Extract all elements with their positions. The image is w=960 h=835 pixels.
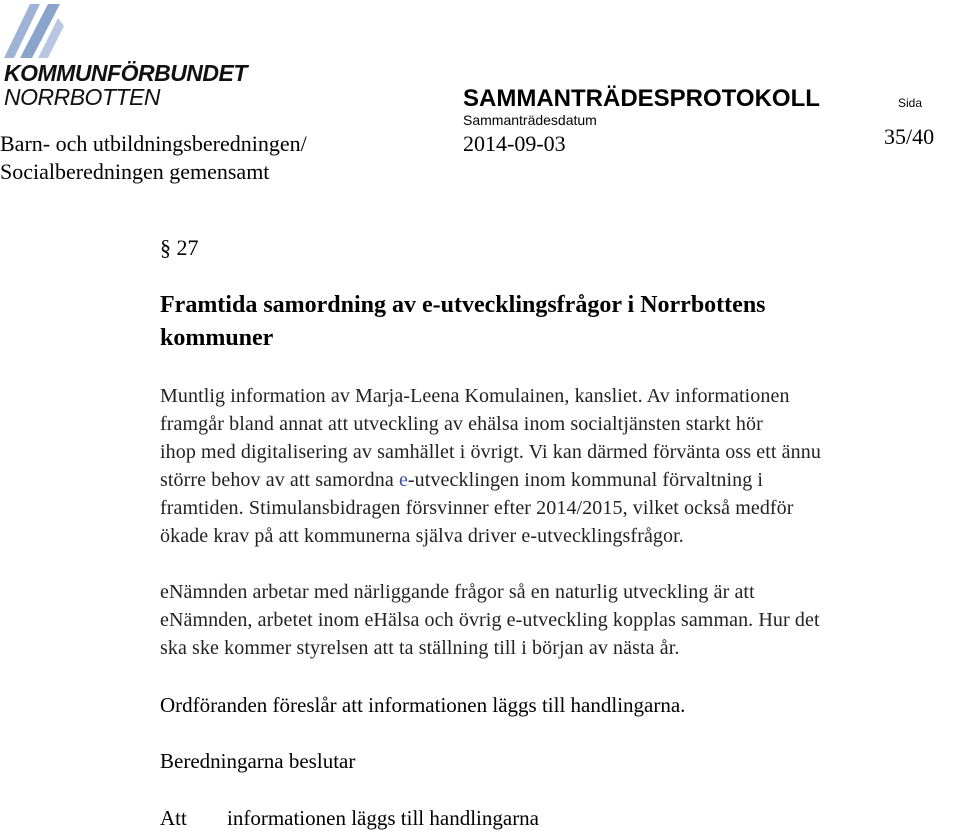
meeting-date-label: Sammanträdesdatum [463,112,597,128]
decision-label: Beredningarna beslutar [160,749,356,773]
paragraph-line: framgår bland annat att utveckling av ehälsa inom socialtjänsten starkt hör [160,413,763,435]
section-heading-line1: Framtida samordning av e-utvecklingsfrågor i Norrbottens [160,292,766,318]
proposal-text: Ordföranden föreslår att informationen läggs till handlingarna. [160,693,686,717]
paragraph-line-mixed [160,469,763,492]
page-number: 35/40 [884,124,935,149]
paragraph-line: ihop med digitalisering av samhället i övrigt. Vi kan därmed förvänta oss ett ännu [160,441,821,463]
organization-line1: Barn- och utbildningsberedningen/ [0,131,307,156]
decision-text: informationen läggs till handlingarna [227,806,540,830]
page-label: Sida [898,96,923,110]
document-title: SAMMANTRÄDESPROTOKOLL [463,85,820,112]
att-label: Att [160,806,187,830]
paragraph-line: ska ske kommer styrelsen att ta ställning till i början av nästa år. [160,637,680,659]
logo-stripes-icon [2,2,82,60]
highlighted-letter: e [398,469,408,491]
paragraph-line: eNämnden, arbetet inom eHälsa och övrig e-utveckling kopplas samman. Hur det [160,609,820,631]
paragraph-line: eNämnden arbetar med närliggande frågor så en naturlig utveckling är att [160,581,755,603]
logo-text-line1: KOMMUNFÖRBUNDET [4,60,247,86]
paragraph-text: större behov av att samordna [160,469,399,491]
paragraph-line: Muntlig information av Marja-Leena Komulainen, kansliet. Av informationen [160,385,790,407]
paragraph-line: ökade krav på att kommunerna själva driver e-utvecklingsfrågor. [160,525,684,547]
organization-line2: Socialberedningen gemensamt [0,159,270,184]
meeting-date: 2014-09-03 [463,131,566,156]
paragraph-line: framtiden. Stimulansbidragen försvinner efter 2014/2015, vilket också medför [160,497,794,519]
paragraph-text: -utvecklingen inom kommunal förvaltning i [407,469,764,491]
logo-text-line2: NORRBOTTEN [4,84,160,110]
section-heading-line2: kommuner [160,325,274,351]
section-number: § 27 [160,235,199,260]
